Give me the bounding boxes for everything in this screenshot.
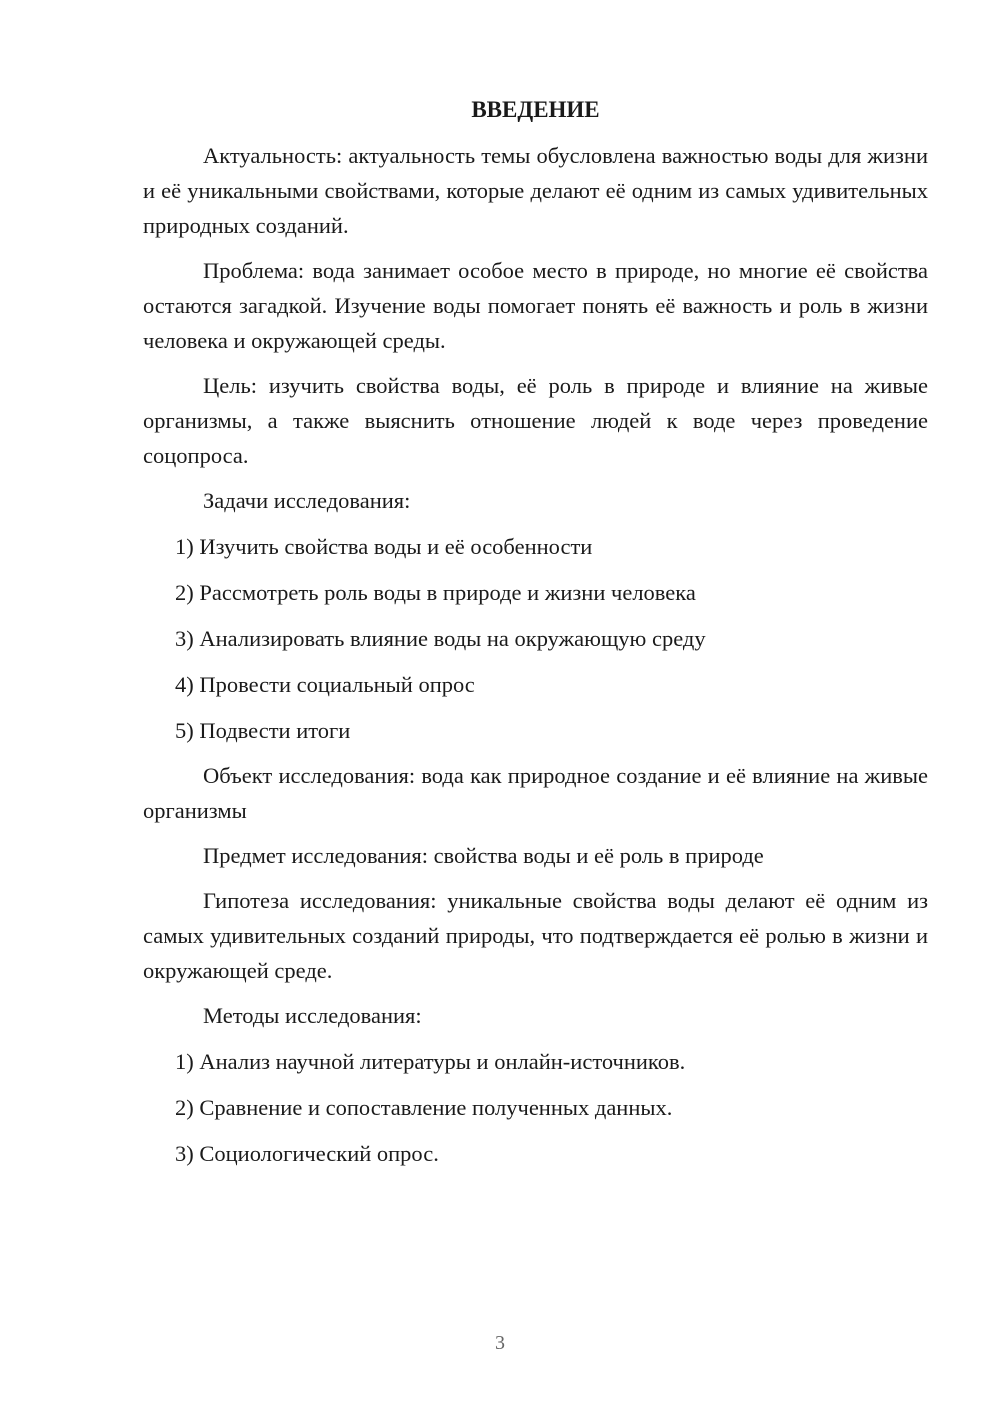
methods-heading: Методы исследования:: [203, 1003, 422, 1028]
task-item: 3) Анализировать влияние воды на окружающую среду: [175, 626, 706, 651]
task-item: 5) Подвести итоги: [175, 718, 351, 743]
methods-list: [143, 1044, 928, 1171]
problem-paragraph: Проблема: вода занимает особое место в природе, но многие её свойства остаются загадкой. Изучение воды помогает понять её важность и роль в жизни человека и окружающей среды.: [143, 258, 928, 353]
method-item: 2) Сравнение и сопоставление полученных данных.: [175, 1095, 673, 1120]
subject-paragraph: Предмет исследования: свойства воды и её роль в природе: [203, 843, 764, 868]
hypothesis-paragraph: Гипотеза исследования: уникальные свойства воды делают её одним из самых удивительных созданий природы, что подтверждается её ролью в жизни и окружающей среде.: [143, 888, 928, 983]
task-item: 4) Провести социальный опрос: [175, 672, 475, 697]
object-paragraph: Объект исследования: вода как природное создание и её влияние на живые организмы: [143, 763, 928, 823]
task-item: 1) Изучить свойства воды и её особенности: [175, 534, 593, 559]
method-item: 1) Анализ научной литературы и онлайн-источников.: [175, 1049, 686, 1074]
task-item: 2) Рассмотреть роль воды в природе и жизни человека: [175, 580, 696, 605]
relevance-paragraph: Актуальность: актуальность темы обусловлена важностью воды для жизни и её уникальными свойствами, которые делают её одним из самых удивительных природных созданий.: [143, 143, 928, 238]
page-number: 3: [495, 1332, 505, 1354]
method-item: 3) Социологический опрос.: [175, 1141, 439, 1166]
document-page: [143, 92, 928, 1171]
tasks-heading: Задачи исследования:: [203, 488, 411, 513]
goal-paragraph: Цель: изучить свойства воды, её роль в природе и влияние на живые организмы, а также выяснить отношение людей к воде через проведение соцопроса.: [143, 373, 928, 468]
document-title: ВВЕДЕНИЕ: [471, 97, 600, 122]
tasks-list: [143, 529, 928, 748]
